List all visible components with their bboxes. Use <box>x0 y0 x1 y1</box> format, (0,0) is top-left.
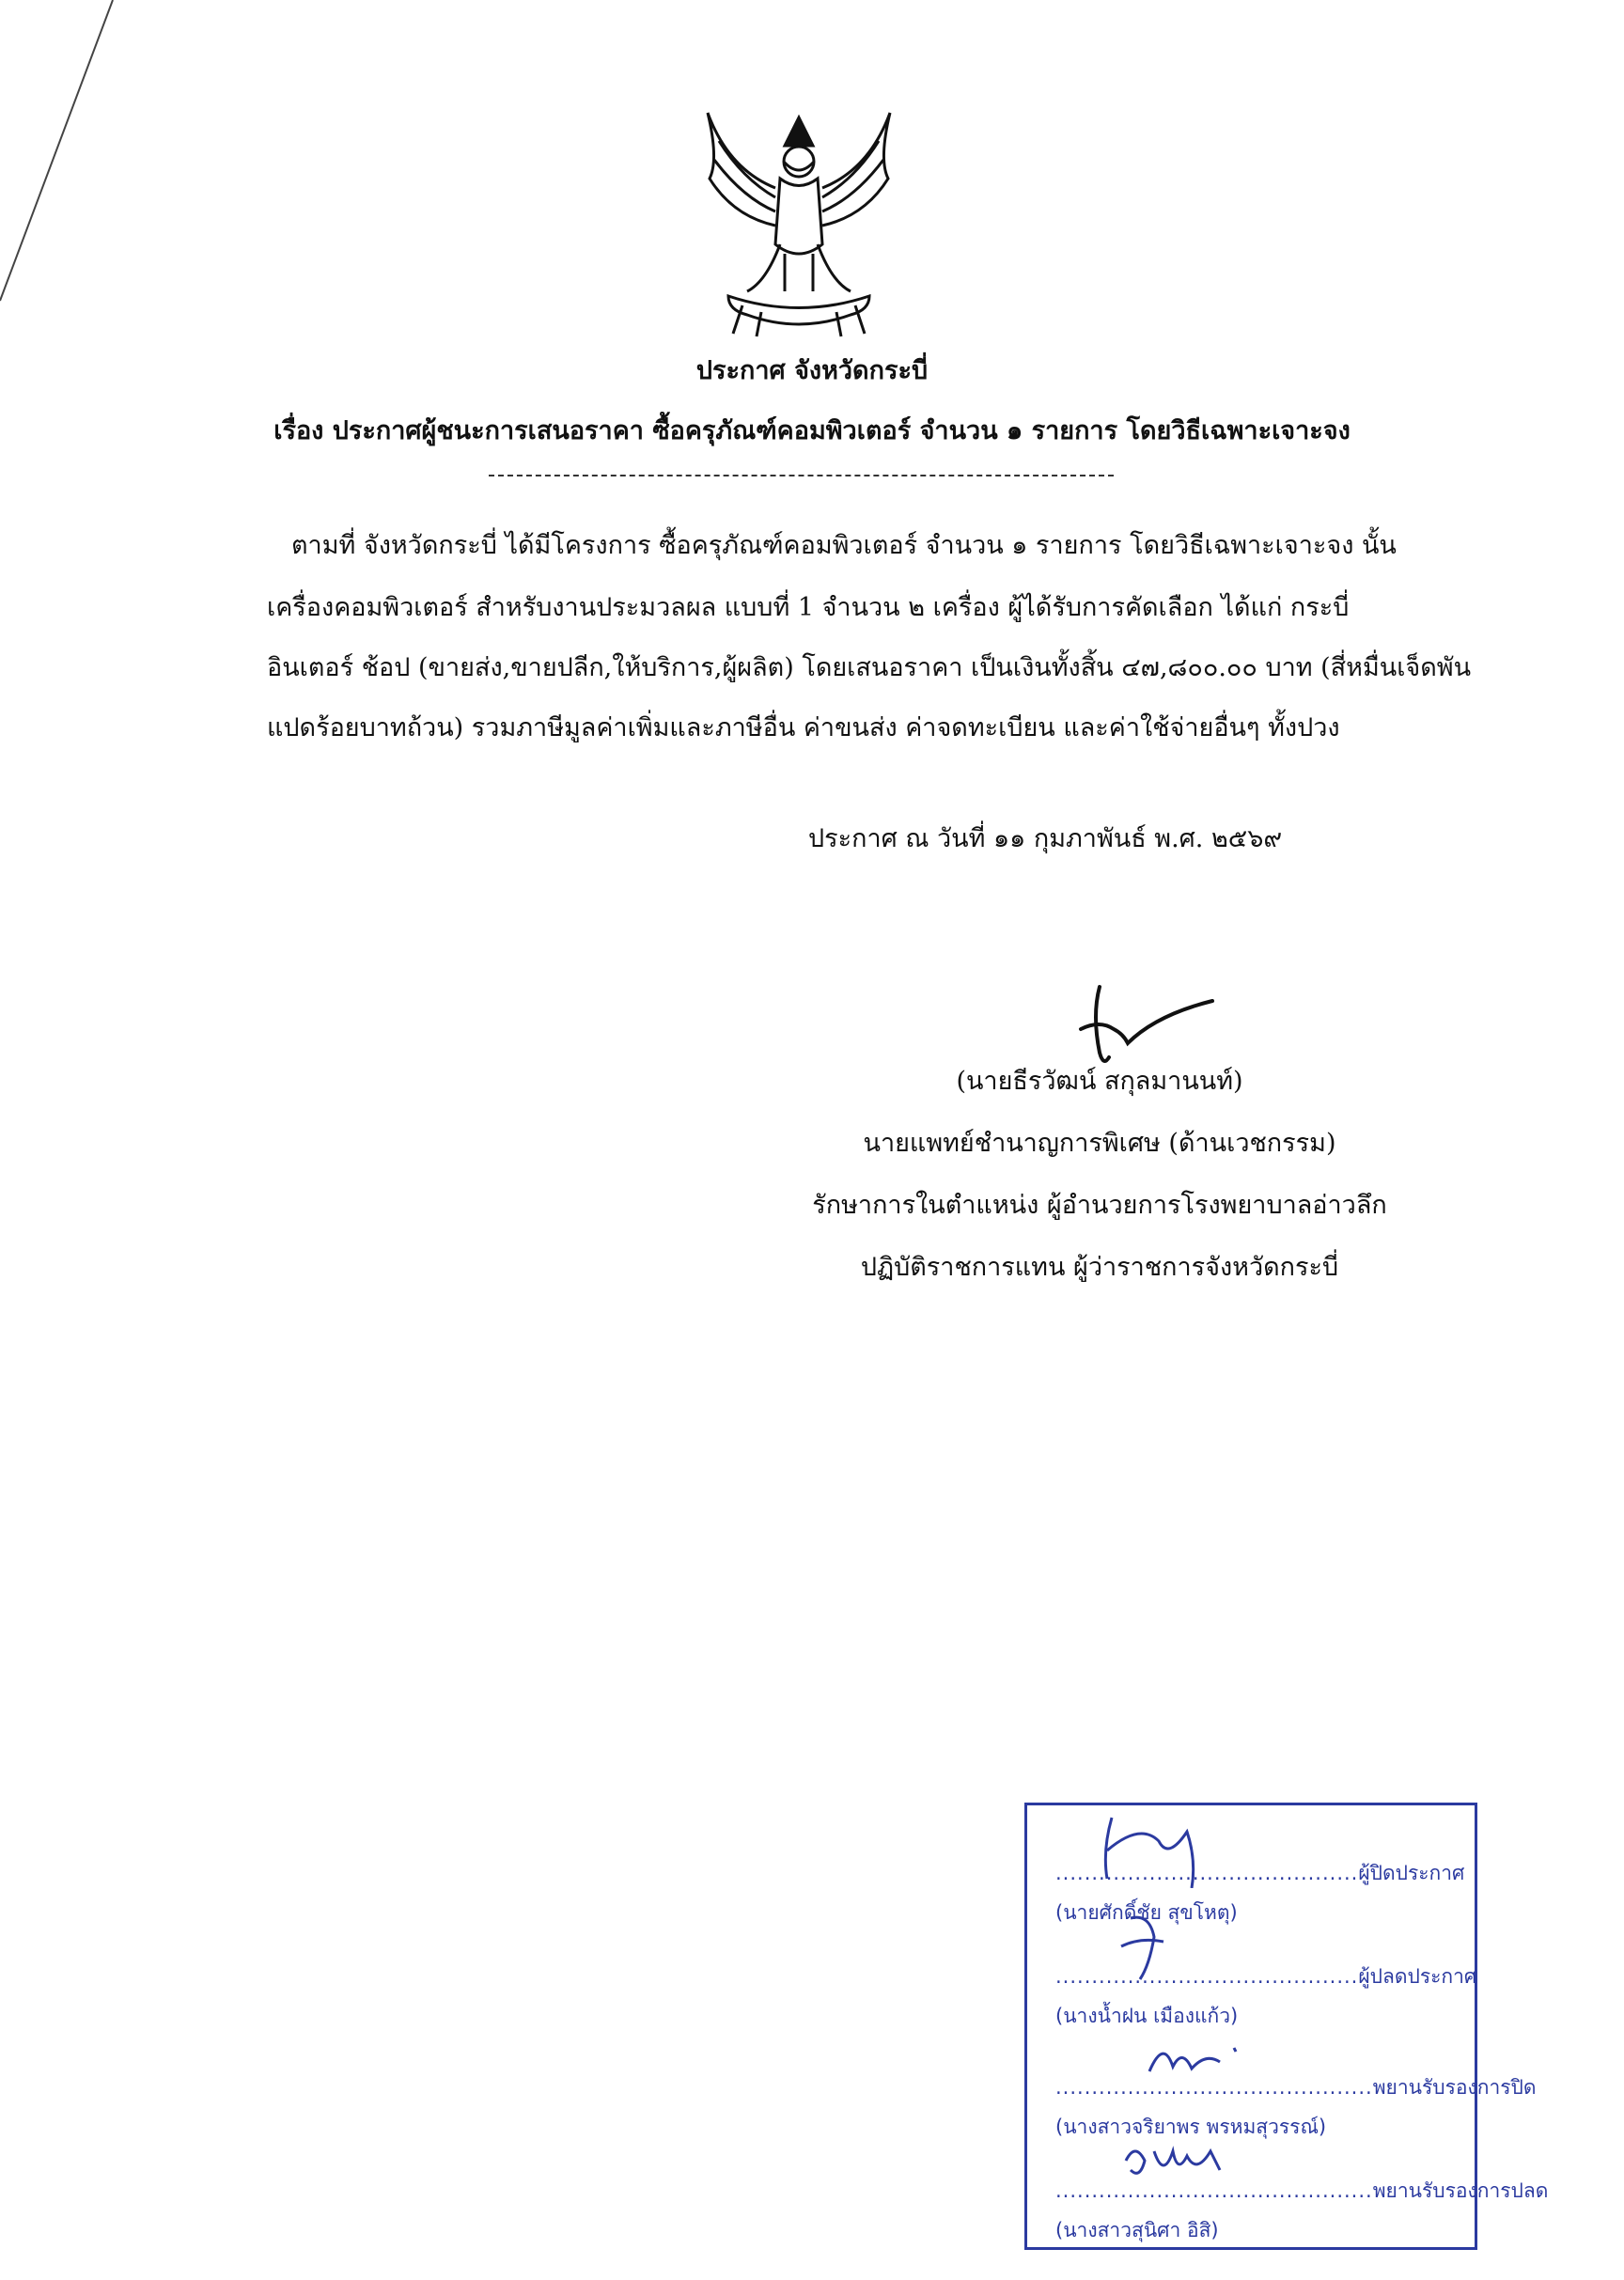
title-divider <box>489 475 1114 476</box>
scan-edge-line <box>0 0 207 310</box>
signatory-name: (นายธีรวัฒน์ สกุลมานนท์) <box>956 1067 1243 1096</box>
stamp-row-2-name: (นางน้ำฝน เมืองแก้ว) <box>1055 2005 1239 2027</box>
garuda-emblem-icon <box>691 103 907 338</box>
stamp-row-4-role: พยานรับรองการปลด <box>1372 2179 1549 2202</box>
stamp-row-1-name: (นายศักดิ์ชัย สุขโหตุ) <box>1055 1901 1238 1924</box>
stamp-row-3-dots: ............................................ <box>1055 2076 1373 2099</box>
stamp-row-1-role: ผู้ปิดประกาศ <box>1358 1862 1465 1884</box>
stamp-row-4 <box>1055 2176 1548 2207</box>
stamp-row-3 <box>1055 2072 1537 2103</box>
stamp-row-3-role: พยานรับรองการปิด <box>1372 2076 1537 2099</box>
stamp-row-2 <box>1055 1961 1476 1992</box>
signatory-acting: รักษาการในตำแหน่ง ผู้อำนวยการโรงพยาบาลอ่าวลึก <box>812 1191 1387 1220</box>
stamp-row-3-name: (นางสาวจริยาพร พรหมสุวรรณ์) <box>1055 2116 1327 2138</box>
body-line-2: เครื่องคอมพิวเตอร์ สำหรับงานประมวลผล แบบที่ 1 จำนวน ๒ เครื่อง ผู้ได้รับการคัดเลือก ได้แก่ กระบี่ <box>267 593 1350 622</box>
body-line-1: ตามที่ จังหวัดกระบี่ ได้มีโครงการ ซื้อครุภัณฑ์คอมพิวเตอร์ จำนวน ๑ รายการ โดยวิธีเฉพาะเจาะจง นั้น <box>291 531 1397 560</box>
body-line-3: อินเตอร์ ช้อป (ขายส่ง,ขายปลีก,ให้บริการ,ผู้ผลิต) โดยเสนอราคา เป็นเงินทั้งสิ้น ๔๗,๘๐๐.๐๐ บาท (สี่หมื่นเจ็ดพัน <box>267 653 1472 682</box>
stamp-row-2-role: ผู้ปลดประกาศ <box>1358 1965 1477 1988</box>
signatory-position: นายแพทย์ชำนาญการพิเศษ (ด้านเวชกรรม) <box>863 1129 1336 1158</box>
stamp-row-1-dots: .......................................... <box>1055 1862 1359 1884</box>
posting-record-stamp <box>1024 1803 1549 2250</box>
stamp-row-4-dots: ............................................ <box>1055 2179 1373 2202</box>
announcement-date: ประกาศ ณ วันที่ ๑๑ กุมภาพันธ์ พ.ศ. ๒๕๖๙ <box>808 824 1283 853</box>
stamp-row-2-dots: .......................................... <box>1055 1965 1359 1988</box>
document-subject: เรื่อง ประกาศผู้ชนะการเสนอราคา ซื้อครุภัณฑ์คอมพิวเตอร์ จำนวน ๑ รายการ โดยวิธีเฉพาะเจาะจง <box>273 416 1351 445</box>
body-line-4: แปดร้อยบาทถ้วน) รวมภาษีมูลค่าเพิ่มและภาษีอื่น ค่าขนส่ง ค่าจดทะเบียน และค่าใช้จ่ายอื่นๆ ทั้งปวง <box>267 713 1340 742</box>
signatory-on-behalf: ปฏิบัติราชการแทน ผู้ว่าราชการจังหวัดกระบี่ <box>860 1253 1339 1282</box>
document-title: ประกาศ จังหวัดกระบี่ <box>695 356 929 385</box>
stamp-row-4-name: (นางสาวสุนิศา อิสิ) <box>1055 2219 1219 2241</box>
stamp-row-1 <box>1055 1858 1464 1889</box>
